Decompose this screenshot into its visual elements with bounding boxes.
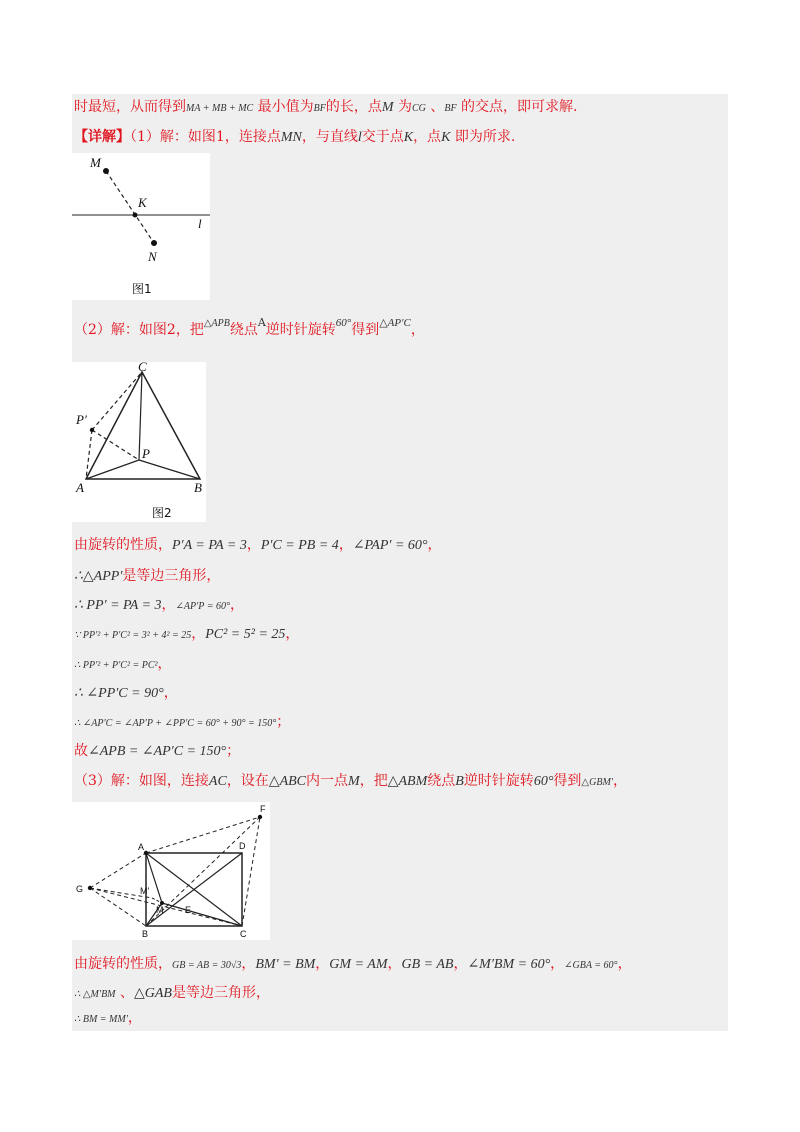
text-line-6: ∴ PP′ = PA = 3，∠AP′P = 60°， <box>74 597 244 613</box>
point-f <box>258 815 262 819</box>
text-line-14: ∴ △M′BM 、△GAB是等边三角形， <box>74 985 270 1001</box>
text-line-12: （3）解：如图，连接AC，设在△ABC内一点M，把△ABM绕点B逆时针旋转60°得到△GBM′， <box>74 773 627 789</box>
segment-p1a <box>86 430 92 479</box>
seg-mc <box>162 903 242 926</box>
text-line-8: ∴ PP′² + P′C² = PC²， <box>74 656 172 672</box>
figure-2 <box>72 362 206 522</box>
label-n: N <box>148 249 157 264</box>
figure-2-caption: 图2 <box>152 506 172 520</box>
label-m: M <box>90 155 101 170</box>
point-p1 <box>90 428 94 432</box>
text-line-13: 由旋转的性质，GB = AB = 30√3，BM′ = BM，GM = AM，GB = AB，∠M′BM = 60°，∠GBA = 60°， <box>74 956 632 972</box>
label-m: M <box>156 905 164 915</box>
seg-gb <box>90 888 146 926</box>
point-a <box>144 851 148 855</box>
label-a: A <box>138 842 145 852</box>
label-g: G <box>76 884 84 894</box>
detail-tag: 【详解】 <box>74 129 130 145</box>
text-line-10: ∴ ∠AP′C = ∠AP′P + ∠PP′C = 60° + 90° = 150°； <box>74 714 291 730</box>
point-k <box>133 213 138 218</box>
text-line-9: ∴ ∠PP′C = 90°， <box>74 685 178 701</box>
label-p: P <box>142 446 150 461</box>
point-n <box>151 240 157 246</box>
label-d: D <box>239 841 246 851</box>
text-line-2: 【详解】（1）解：如图1，连接点MN，与直线l交于点K，点K 即为所求. <box>74 129 516 145</box>
label-e: E <box>185 905 192 915</box>
label-p1: P′ <box>76 412 87 427</box>
point-m <box>103 168 109 174</box>
label-k: K <box>138 195 147 210</box>
label-c: C <box>240 929 247 939</box>
figure-1 <box>72 153 210 300</box>
label-b: B <box>194 480 202 495</box>
text-line-1: 时最短，从而得到MA + MB + MC 最小值为BF的长，点M 为CG 、BF 的交点，即可求解. <box>74 99 578 115</box>
label-c: C <box>138 362 147 374</box>
text-line-5: ∴△APP′是等边三角形， <box>74 568 221 584</box>
label-m1: M′ <box>140 886 150 896</box>
segment-mn <box>106 171 154 243</box>
text-line-7: ∵ PP′² + P′C² = 3² + 4² = 25，PC² = 5² = 25， <box>74 626 300 642</box>
figure-1-caption: 图1 <box>132 282 152 296</box>
seg-ga <box>90 853 146 888</box>
figure-3 <box>72 802 270 940</box>
label-b: B <box>142 929 149 939</box>
label-f: F <box>260 804 266 814</box>
triangle-abc <box>86 372 200 479</box>
point-a-label: A <box>257 316 266 329</box>
seg-gc <box>90 888 242 926</box>
text-line-11: 故∠APB = ∠AP′C = 150°； <box>74 743 241 759</box>
text-line-15: ∴ BM = MM′， <box>74 1010 142 1026</box>
text-line-3: （2）解：如图2，把$^{\triangle APB}$绕点$^A$逆时针旋转$^{60^\circ}$得到$^{\triangle AP'C}$， <box>74 316 425 338</box>
text-line-4: 由旋转的性质，P′A = PA = 3，P′C = PB = 4，∠PAP′ = 60°， <box>74 537 442 553</box>
label-l: l <box>198 216 202 231</box>
seg-cf <box>242 817 260 926</box>
point-g <box>88 886 92 890</box>
label-a: A <box>76 480 84 495</box>
